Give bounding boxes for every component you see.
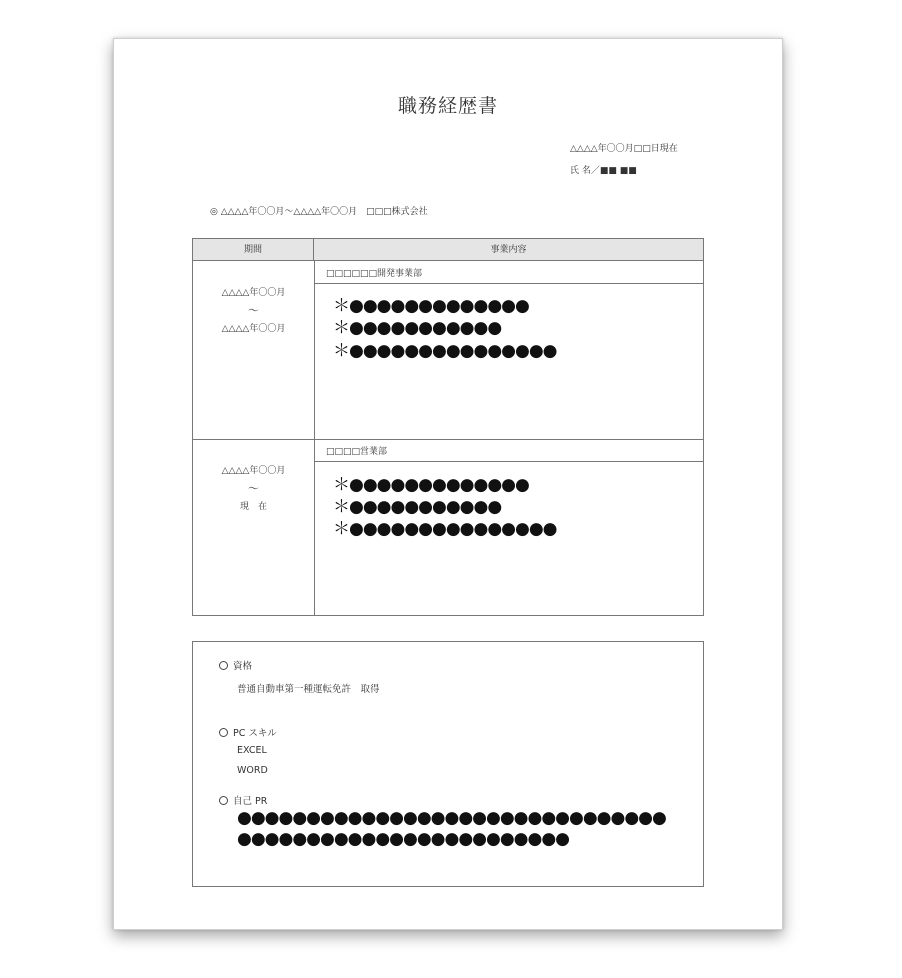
company-period: ◎ △△△△年〇〇月～△△△△年〇〇月 □□□株式会社 (210, 207, 428, 217)
dept-divider (314, 461, 703, 462)
header-content: 事業内容 (314, 239, 703, 261)
date-line: △△△△年〇〇月□□日現在 (570, 144, 678, 154)
circle-marker-icon (219, 661, 228, 670)
bullet-line: ＊●●●●●●●●●●● (333, 318, 502, 338)
bullet-line: ＊●●●●●●●●●●●●●●● (333, 519, 557, 539)
section-heading: 資格 (233, 661, 253, 672)
section-qualification (219, 658, 252, 672)
period-separator: ～ (248, 482, 259, 495)
career-table (192, 238, 704, 616)
period-cell (193, 284, 314, 338)
page-title: 職務経歴書 (397, 95, 498, 117)
section-heading: 自己 PR (233, 796, 268, 807)
header-period: 期間 (193, 239, 314, 261)
period-cell (193, 462, 314, 516)
section-self-pr (219, 793, 267, 807)
column-divider (314, 261, 315, 615)
dept-divider (314, 283, 703, 284)
bullet-line: ＊●●●●●●●●●●●●● (333, 475, 529, 495)
name-line: 氏 名／■■ ■■ (570, 166, 637, 176)
department-label: □□□□営業部 (326, 447, 388, 457)
pr-line: ●●●●●●●●●●●●●●●●●●●●●●●● (237, 829, 570, 849)
section-heading: PC スキル (233, 728, 277, 739)
period-end: 現 在 (239, 502, 267, 512)
period-separator: ～ (248, 304, 259, 317)
row-divider (193, 439, 703, 440)
period-start: △△△△年〇〇月 (221, 288, 286, 298)
bullet-line: ＊●●●●●●●●●●●●● (333, 296, 529, 316)
skill-item: WORD (237, 765, 268, 776)
skills-box (192, 641, 704, 887)
circle-marker-icon (219, 728, 228, 737)
period-end: △△△△年〇〇月 (221, 324, 286, 334)
resume-page (113, 38, 783, 930)
circle-marker-icon (219, 796, 228, 805)
department-label: □□□□□□開発事業部 (326, 269, 423, 279)
pr-line: ●●●●●●●●●●●●●●●●●●●●●●●●●●●●●●● (237, 808, 666, 828)
bullet-line: ＊●●●●●●●●●●● (333, 497, 502, 517)
section-pc-skill (219, 725, 277, 739)
bullet-line: ＊●●●●●●●●●●●●●●● (333, 341, 557, 361)
skill-item: EXCEL (237, 745, 267, 756)
qualification-item: 普通自動車第一種運転免許 取得 (237, 684, 380, 695)
period-start: △△△△年〇〇月 (221, 466, 286, 476)
